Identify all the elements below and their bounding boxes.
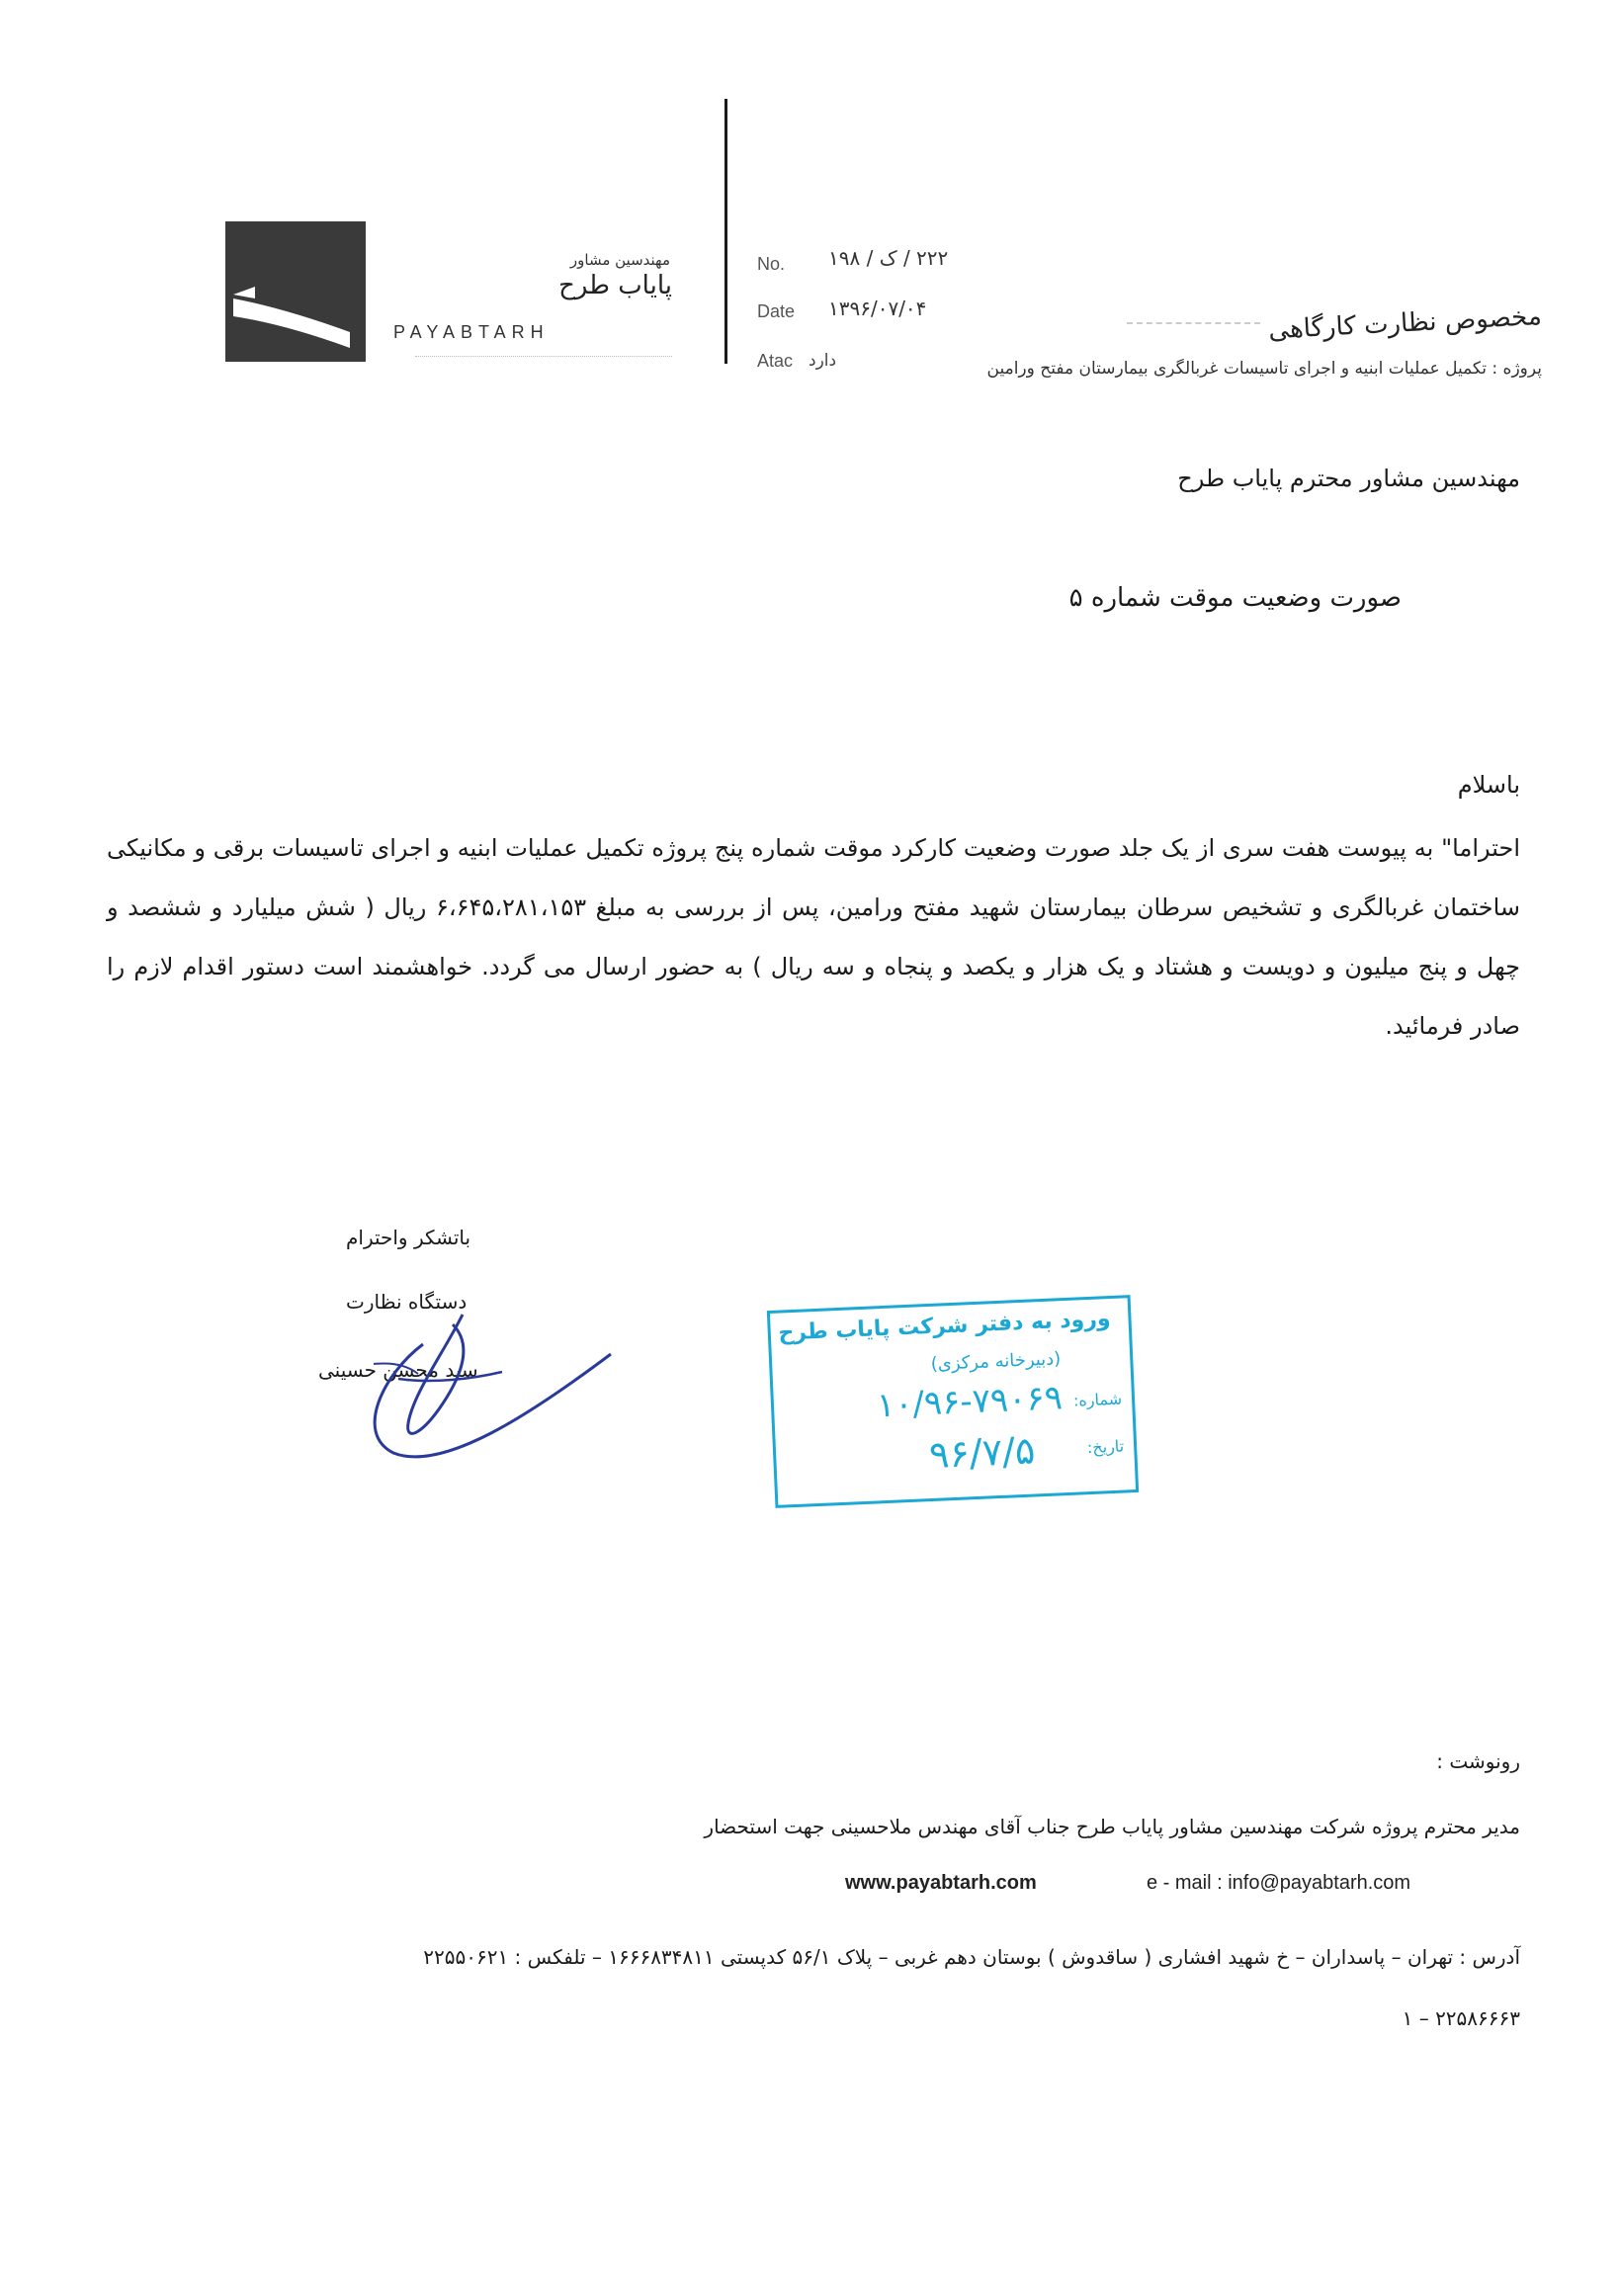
ref-attachment-label: Atac <box>757 351 794 371</box>
received-stamp <box>767 1295 1139 1508</box>
project-title: پروژه : تکمیل عملیات ابنیه و اجرای تاسیسات غربالگری بیمارستان مفتح ورامین <box>986 359 1542 379</box>
company-logo <box>225 221 366 362</box>
logo-mark-icon <box>225 221 366 362</box>
stamp-title: ورود به دفتر شرکت پایاب طرح <box>777 1306 1112 1346</box>
ref-date-label: Date <box>757 301 796 321</box>
letter-body: احتراما" به پیوست هفت سری از یک جلد صورت وضعیت کارکرد موقت شماره پنج پروژه تکمیل عملیات ابنیه و اجرای تاسیسات برقی و مکانیکی ساختمان غربالگری و تشخیص سرطان بیمارستان شهید مفتح ورامین، پس از بررسی به مبلغ ۶،۶۴۵،۲۸۱،۱۵۳ ریال ( شش میلیارد و ششصد و چهل و پنج میلیون و دویست و هشتاد و یک هزار و یکصد و پنجاه و سه ریال ) به حضور ارسال می گردد. خواهشمند است دستور اقدام لازم را صادر فرمائید. <box>107 834 1521 1040</box>
website-link[interactable]: www.payabtarh.com <box>845 1872 1037 1894</box>
ref-date-value: ۱۳۹۶/۰۷/۰۴ <box>828 297 927 320</box>
redaction-mark <box>1127 312 1260 324</box>
stamp-number-label: شماره: <box>1072 1389 1123 1410</box>
address: آدرس : تهران – پاسداران – خ شهید افشاری ( ساقدوش ) بوستان دهم غربی – پلاک ۵۶/۱ کدپستی ۱۶۶۶۸۳۴۸۱۱ – تلفکس : ۲۲۵۵۰۶۲۱ <box>423 1945 1520 1969</box>
secondary-phone: ۲۲۵۸۶۶۶۳ – ۱ <box>1402 2006 1520 2030</box>
company-name-fa: پایاب طرح <box>558 271 672 300</box>
subject: صورت وضعیت موقت شماره ۵ <box>1068 583 1402 613</box>
department-name: دستگاه نظارت <box>346 1290 468 1314</box>
company-tagline-divider <box>415 356 672 361</box>
ref-number-value: ۲۲۲ / ک / ۱۹۸ <box>828 246 949 270</box>
stamp-subtitle: (دبیرخانه مرکزی) <box>930 1348 1062 1375</box>
handwritten-signature-icon <box>314 1285 631 1483</box>
company-name-en: PAYABTARH <box>393 322 550 342</box>
signer-name: سید محسن حسینی <box>318 1358 478 1382</box>
closing-phrase: باتشکر واحترام <box>346 1226 471 1249</box>
cc-text: مدیر محترم پروژه شرکت مهندسین مشاور پایاب طرح جناب آقای مهندس ملاحسینی جهت استحضار <box>704 1815 1520 1838</box>
confidential-heading: مخصوص نظارت کارگاهی <box>1267 301 1543 346</box>
recipient: مهندسین مشاور محترم پایاب طرح <box>1177 465 1520 492</box>
ref-number-label: No. <box>757 254 786 274</box>
header-divider <box>724 99 727 364</box>
greeting: باسلام <box>1457 771 1520 799</box>
stamp-date-label: تاریخ: <box>1086 1436 1125 1458</box>
stamp-date: ۹۶/۷/۵ <box>928 1428 1037 1478</box>
stamp-number: ۱۰/۹۶-۷۹۰۶۹ <box>876 1378 1064 1426</box>
company-subtitle: مهندسین مشاور <box>569 251 670 269</box>
cc-label: رونوشت : <box>1436 1749 1520 1773</box>
email-link[interactable]: e - mail : info@payabtarh.com <box>1147 1872 1411 1894</box>
ref-attachment-value: دارد <box>809 351 837 371</box>
